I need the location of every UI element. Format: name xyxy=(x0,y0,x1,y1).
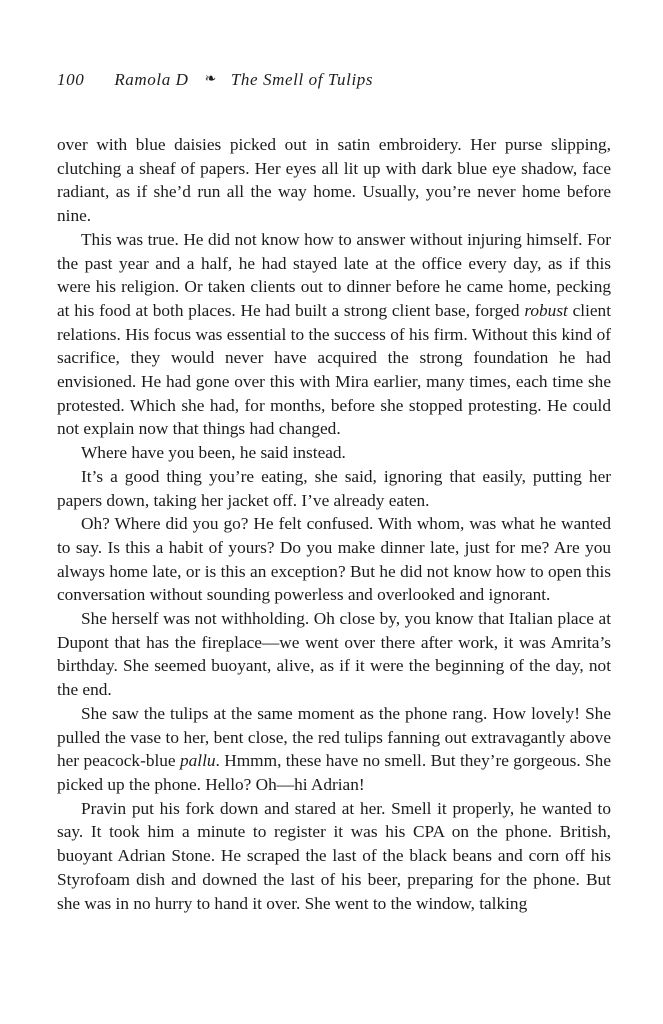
running-head xyxy=(57,70,613,90)
paragraph xyxy=(57,607,611,702)
paragraph xyxy=(57,228,611,441)
paragraph-text: This was true. He did not know how to answer without injuring himself. For the past year and a half, he had stayed late at the office every day, as if this were his religion. Or taken clients out to dinner before he came home, pecking at his food at both places. He had built a strong client base, forged xyxy=(57,229,611,320)
paragraph-text: . Hmmm, these have no smell. But they’re gorgeous. She picked up the phone. Hello? Oh—hi Adrian! xyxy=(57,751,611,794)
text-block xyxy=(57,133,611,915)
paragraph-text: Oh? Where did you go? He felt confused. With whom, was what he wanted to say. Is this a habit of yours? Do you make dinner late, just for me? Are you always home late, or is this an exception? But he did not know how to open this conversation without sounding powerless and overlooked and ignorant. xyxy=(57,514,611,605)
paragraph xyxy=(57,512,611,607)
page-number: 100 xyxy=(57,70,85,89)
paragraph xyxy=(57,133,611,228)
paragraph-text: over with blue daisies picked out in satin embroidery. Her purse slipping, clutching a sheaf of papers. Her eyes all lit up with dark blue eye shadow, face radiant, as if she’d run all the way home. Usually, you’re never home before nine. xyxy=(57,135,611,226)
paragraph xyxy=(57,465,611,512)
paragraph xyxy=(57,441,611,465)
emphasized-word: robust xyxy=(524,300,568,320)
paragraph-text: Pravin put his fork down and stared at her. Smell it properly, he wanted to say. It took him a minute to register it was his CPA on the phone. British, buoyant Adrian Stone. He scraped the last of the black beans and corn off his Styrofoam dish and downed the last of his beer, preparing for the phone. But she was in no hurry to hand it over. She went to the window, talking xyxy=(57,798,611,913)
running-head-author: Ramola D xyxy=(114,70,189,89)
paragraph-text: She saw the tulips at the same moment as the phone rang. How lovely! She pulled the vase to her, bent close, the red tulips fanning out extravagantly above her peacock-blue xyxy=(57,703,611,771)
paragraph-text: It’s a good thing you’re eating, she said, ignoring that easily, putting her papers down, taking her jacket off. I’ve already eaten. xyxy=(57,466,611,510)
paragraph xyxy=(57,797,611,916)
paragraph xyxy=(57,702,611,797)
emphasized-word: pallu xyxy=(180,751,216,771)
paragraph-text: client relations. His focus was essential to the success of his firm. Without this kind of sacrifice, they would never have acquired the strong foundation he had envisioned. He had gone over this with Mira earlier, many times, each time she protested. Which she had, for months, before she stopped protesting. He could not explain now that things had changed. xyxy=(57,300,611,439)
paragraph-text: Where have you been, he said instead. xyxy=(81,443,346,463)
running-head-title: The Smell of Tulips xyxy=(230,70,374,89)
fleuron-ornament-icon: ❧ xyxy=(204,71,217,87)
paragraph-text: She herself was not withholding. Oh close by, you know that Italian place at Dupont that has the fireplace—we went over there after work, it was Amrita’s birthday. She seemed buoyant, alive, as if it were the beginning of the day, not the end. xyxy=(57,609,611,700)
